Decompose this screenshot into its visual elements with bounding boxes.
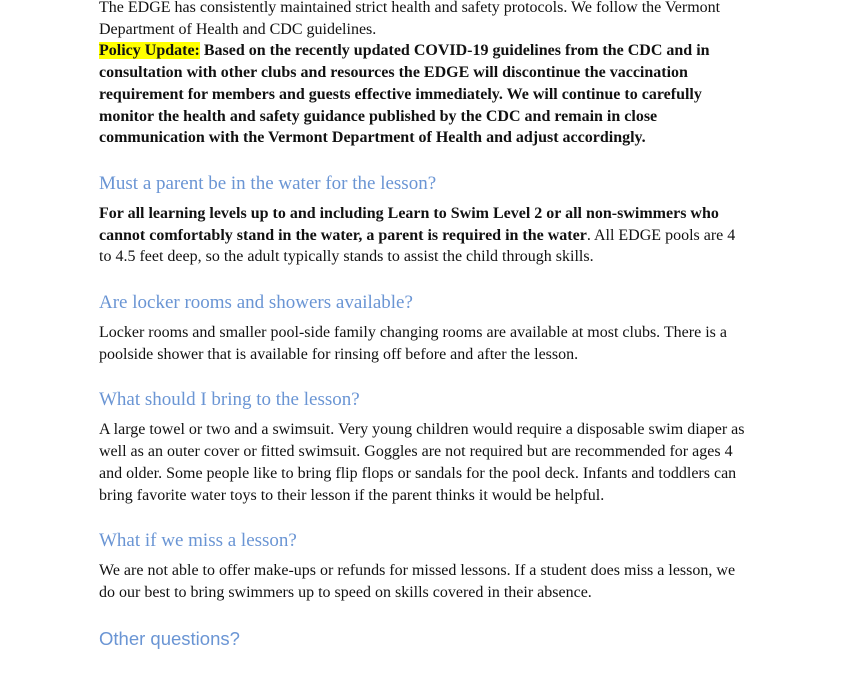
faq-answer-what-to-bring: A large towel or two and a swimsuit. Very young children would require a disposable swim diaper as well as an outer cover or fitted swimsuit. Goggles are not required but are recommended for ages 4 and older. Some people like to bring flip flops or sandals for the pool deck. Infants and toddlers can bring favorite water toys to their lesson if the parent thinks it would be helpful. [99, 421, 745, 504]
policy-update-text: Based on the recently updated COVID-19 guidelines from the CDC and in consultation with other clubs and resources the EDGE will discontinue the vaccination requirement for members and guests effective immediately. We will continue to carefully monitor the health and safety guidance published by the CDC and remain in close communication with the Vermont Department of Health and adjust accordingly. [99, 42, 710, 147]
faq-question-what-to-bring: What should I bring to the lesson? [99, 389, 360, 411]
health-safety-text: The EDGE has consistently maintained strict health and safety protocols. We follow the Vermont Department of Health and CDC guidelines. [99, 0, 721, 38]
faq-question-parent-in-water: Must a parent be in the water for the lesson? [99, 172, 437, 194]
policy-update-label: Policy Update: [99, 42, 200, 60]
faq-question-missed-lesson: What if we miss a lesson? [99, 530, 297, 552]
health-safety-paragraph [99, 0, 749, 149]
parent-requirement-text: For all learning levels up to and including Learn to Swim Level 2 or all non-swimmers who cannot comfortably stand in the water, a parent is required in the water [99, 204, 719, 244]
faq-answer-missed-lesson: We are not able to offer make-ups or refunds for missed lessons. If a student does miss a lesson, we do our best to bring swimmers up to speed on skills covered in their absence. [99, 562, 736, 601]
faq-question-other: Other questions? [99, 627, 240, 649]
faq-content [99, 0, 749, 651]
faq-question-locker-rooms: Are locker rooms and showers available? [99, 292, 413, 314]
faq-answer-parent-in-water [99, 203, 749, 268]
faq-answer-locker-rooms: Locker rooms and smaller pool-side family changing rooms are available at most clubs. There is a poolside shower that is available for rinsing off before and after the lesson. [99, 324, 727, 363]
pool-depth-text: . All EDGE pools are 4 to 4.5 feet deep, so the adult typically stands to assist the child through skills. [99, 226, 736, 266]
